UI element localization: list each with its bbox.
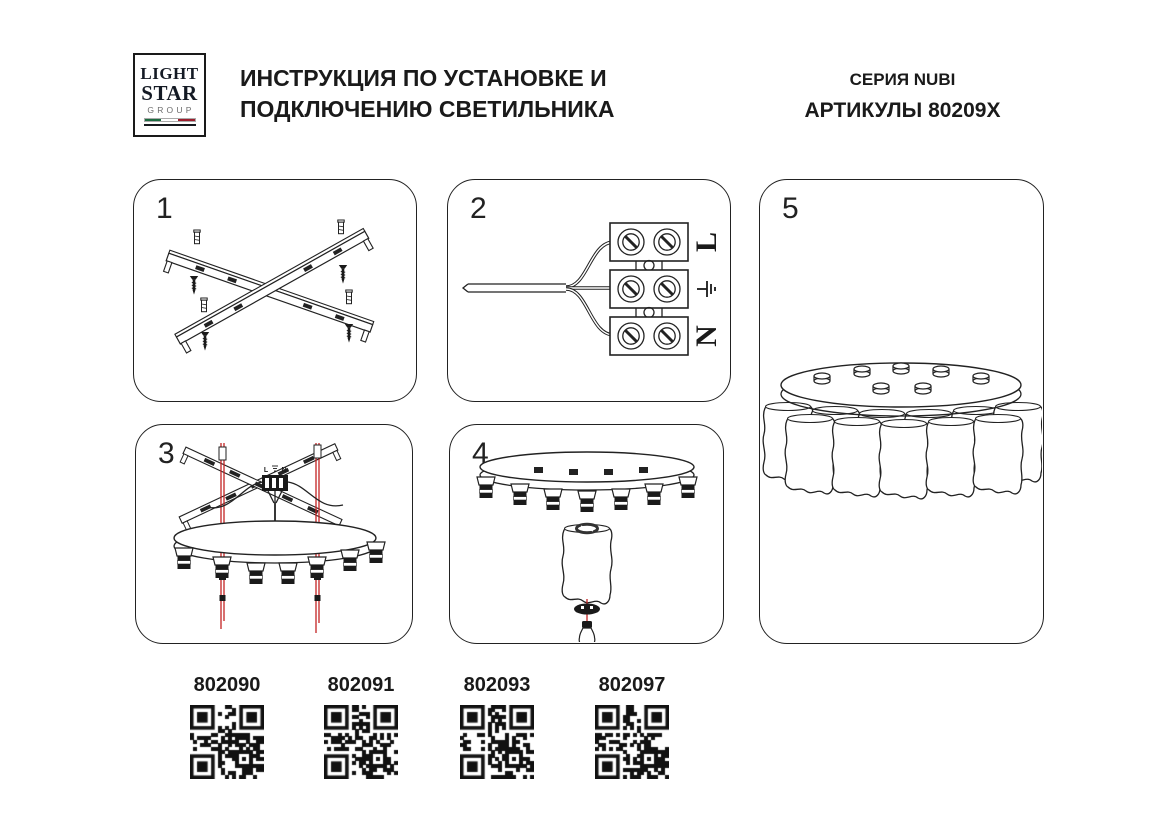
series-block (780, 70, 1025, 123)
mounting-nuts (219, 573, 321, 601)
label-L: L (689, 231, 723, 253)
terminal-row-L (610, 223, 688, 261)
socket-ring (574, 604, 600, 615)
step-panel-3 (135, 424, 413, 644)
qr-code (460, 705, 534, 779)
articles-label: АРТИКУЛЫ 80209X (804, 99, 1001, 122)
italian-flag-stripe (144, 118, 196, 122)
article-code: 802097 (598, 674, 666, 696)
title-line-1: ИНСТРУКЦИЯ ПО УСТАНОВКЕ И (240, 65, 607, 91)
step-panel-5 (759, 179, 1044, 644)
series-label: СЕРИЯ NUBI (849, 70, 956, 89)
article-item (175, 674, 279, 784)
logo-word-star: STAR (141, 81, 198, 105)
step-panel-1 (133, 179, 417, 402)
terminal-row-ground (610, 270, 688, 308)
qr-code (324, 705, 398, 779)
article-item (445, 674, 549, 784)
step-number-2: 2 (470, 192, 487, 225)
mini-ground-symbol (272, 466, 278, 471)
step-number-1: 1 (156, 192, 173, 225)
wire-splits (566, 242, 614, 335)
title-line-2: ПОДКЛЮЧЕНИЮ СВЕТИЛЬНИКА (240, 96, 615, 122)
mounting-bracket-diagram (134, 180, 415, 400)
label-N: N (689, 325, 723, 347)
light-bulb (579, 621, 595, 642)
frame-alignment-diagram (136, 425, 411, 642)
step-panel-4 (449, 424, 724, 644)
mini-label-L: L (263, 467, 269, 474)
ground-symbol (697, 281, 715, 297)
lightstar-logo (133, 53, 206, 137)
article-code: 802093 (463, 674, 531, 696)
step-number-5: 5 (782, 192, 799, 225)
wall-anchor-icon (194, 230, 200, 244)
shade-bulb-diagram (450, 425, 722, 642)
logo-underline (144, 124, 196, 126)
article-code: 802091 (327, 674, 395, 696)
mini-label-N: N (281, 467, 287, 474)
assembled-chandelier-diagram (760, 180, 1042, 642)
terminal-row-N (610, 317, 688, 355)
shade-detail (562, 524, 612, 604)
qr-code (190, 705, 264, 779)
logo-word-light: LIGHT (140, 64, 199, 83)
article-item (309, 674, 413, 784)
article-code: 802090 (193, 674, 261, 696)
step-panel-2 (447, 179, 731, 402)
screw-icon (190, 276, 198, 295)
wiring-diagram (448, 180, 729, 400)
article-item (580, 674, 684, 784)
step-number-3: 3 (158, 437, 175, 470)
step-number-4: 4 (472, 437, 489, 470)
terminal-block (610, 223, 688, 355)
logo-word-group: GROUP (147, 105, 195, 115)
qr-code (595, 705, 669, 779)
page-title (240, 63, 614, 125)
